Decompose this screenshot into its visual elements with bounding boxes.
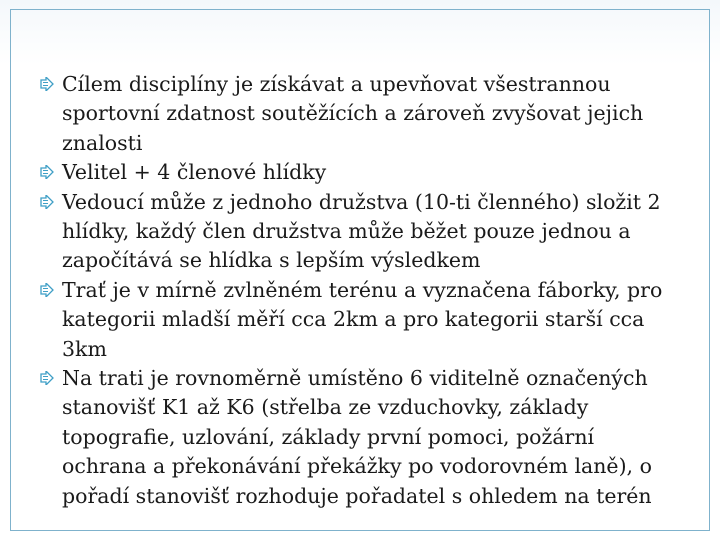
bullet-item — [40, 276, 680, 364]
arrow-bullet-icon — [40, 77, 58, 91]
bullet-text: Trať je v mírně zvlněném terénu a vyznačena fáborky, pro kategorii mladší měří cca 2km a pro kategorii starší cca 3km — [62, 277, 663, 361]
arrow-bullet-icon — [40, 371, 58, 385]
arrow-bullet-icon — [40, 165, 58, 179]
bullet-text: Velitel + 4 členové hlídky — [62, 160, 327, 185]
bullet-item — [40, 158, 680, 187]
bullet-item — [40, 70, 680, 158]
arrow-bullet-icon — [40, 195, 58, 209]
bullet-text: Na trati je rovnoměrně umístěno 6 viditelně označených stanovišť K1 až K6 (střelba ze vzduchovky, základy topografie, uzlování, základy první pomoci, požární ochrana a překonávání překážky po vodorovném laně), o pořadí stanovišť rozhoduje pořadatel s ohledem na terén — [62, 366, 652, 508]
bullet-item — [40, 188, 680, 276]
bullet-item — [40, 364, 680, 511]
bullet-text: Cílem disciplíny je získávat a upevňovat všestrannou sportovní zdatnost soutěžících a zároveň zvyšovat jejich znalosti — [62, 72, 644, 155]
arrow-bullet-icon — [40, 283, 58, 297]
bullet-list — [40, 70, 680, 511]
bullet-text: Vedoucí může z jednoho družstva (10-ti členného) složit 2 hlídky, každý člen družstva může běžet pouze jednou a započítává se hlídka s lepším výsledkem — [62, 189, 661, 273]
